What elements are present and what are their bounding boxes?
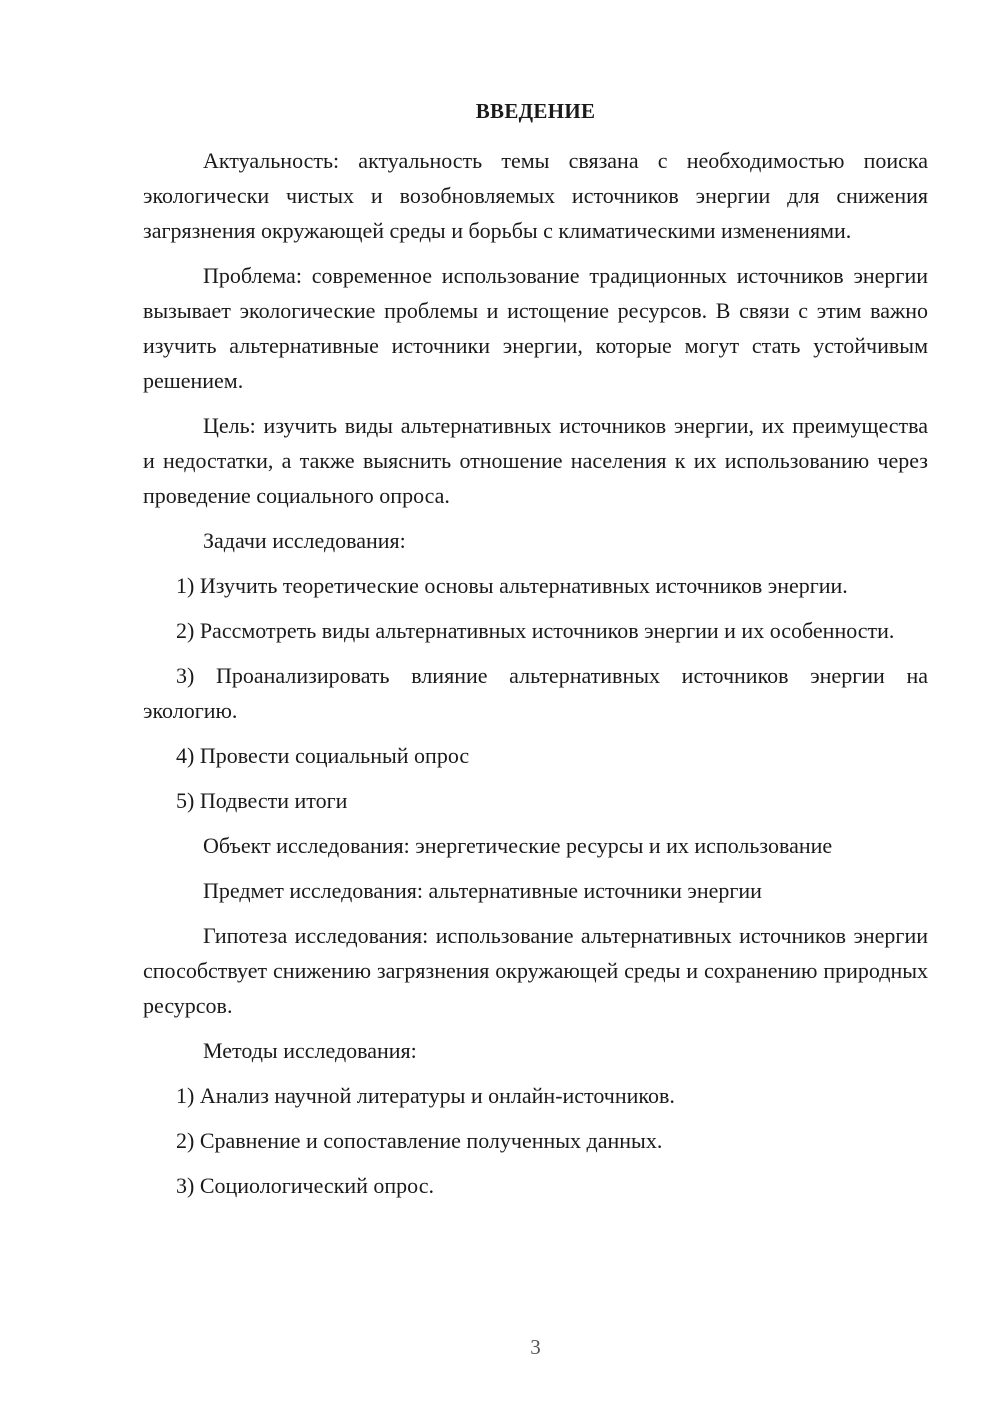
task-item-1: 1) Изучить теоретические основы альтернативных источников энергии. [176, 573, 848, 598]
method-item-2: 2) Сравнение и сопоставление полученных данных. [176, 1128, 663, 1153]
paragraph-relevance: Актуальность: актуальность темы связана с необходимостью поиска экологически чистых и возобновляемых источников энергии для снижения загрязнения окружающей среды и борьбы с климатическими изменениями. [143, 148, 928, 243]
method-item-3: 3) Социологический опрос. [176, 1173, 434, 1198]
paragraph-tasks-heading: Задачи исследования: [203, 528, 406, 553]
paragraph-goal: Цель: изучить виды альтернативных источников энергии, их преимущества и недостатки, а также выяснить отношение населения к их использованию через проведение социального опроса. [143, 413, 928, 508]
paragraph-hypothesis: Гипотеза исследования: использование альтернативных источников энергии способствует снижению загрязнения окружающей среды и сохранению природных ресурсов. [143, 923, 928, 1018]
task-item-2: 2) Рассмотреть виды альтернативных источников энергии и их особенности. [176, 618, 895, 643]
method-item-1: 1) Анализ научной литературы и онлайн-источников. [176, 1083, 675, 1108]
task-item-4: 4) Провести социальный опрос [176, 743, 470, 768]
paragraph-methods-heading: Методы исследования: [203, 1038, 417, 1063]
body-text [143, 143, 928, 1203]
task-item-3: 3) Проанализировать влияние альтернативных источников энергии на экологию. [143, 663, 928, 723]
paragraph-object: Объект исследования: энергетические ресурсы и их использование [203, 833, 833, 858]
section-title: ВВЕДЕНИЕ [475, 99, 596, 123]
paragraph-subject: Предмет исследования: альтернативные источники энергии [203, 878, 762, 903]
task-item-5: 5) Подвести итоги [176, 788, 348, 813]
document-page [143, 0, 928, 1414]
paragraph-problem: Проблема: современное использование традиционных источников энергии вызывает экологические проблемы и истощение ресурсов. В связи с этим важно изучить альтернативные источники энергии, которые могут стать устойчивым решением. [143, 263, 928, 393]
page-number: 3 [530, 1335, 541, 1359]
